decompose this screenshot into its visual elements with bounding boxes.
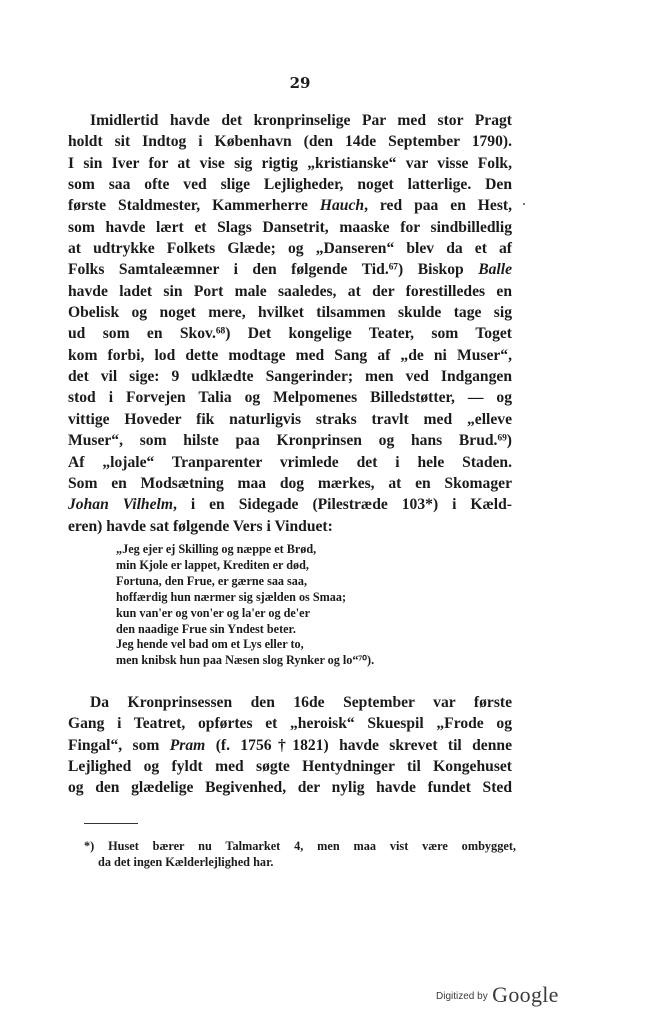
text-line: Imidlertid havde det kronprinselige Par med stor Pragt xyxy=(90,112,512,129)
digitized-watermark xyxy=(436,982,559,1008)
main-paragraph xyxy=(68,110,512,537)
text-line: første Staldmester, Kammerherre Hauch, red paa en Hest, xyxy=(68,197,513,215)
footnote-rule xyxy=(84,823,138,824)
text-line: Folks Samtaleæmner i den følgende Tid.⁶⁷) Biskop Balle xyxy=(68,261,512,279)
text-line: Muser“, som hilste paa Kronprinsen og hans Brud.⁶⁹) xyxy=(68,432,512,450)
verse-line: Jeg hende vel bad om et Lys eller to, xyxy=(116,637,304,652)
verse-line: men knibsk hun paa Næsen slog Rynker og lo“⁷⁰). xyxy=(116,653,375,668)
text-line: holdt sit Indtog i København (den 14de September 1790). xyxy=(68,133,512,151)
text-line: I sin Iver for at vise sig rigtig „kristianske“ var visse Folk, xyxy=(68,154,512,172)
text-line: som saa ofte ved slige Lejligheder, noget latterlige. Den xyxy=(68,176,512,194)
verse-block xyxy=(116,542,374,669)
text-line: ud som en Skov.⁶⁸) Det kongelige Teater, som Toget xyxy=(68,325,512,343)
verse-line: min Kjole er lappet, Krediten er død, xyxy=(116,557,309,572)
page-number: 29 xyxy=(289,74,311,92)
verse-line: „Jeg ejer ej Skilling og næppe et Brød, xyxy=(116,542,317,556)
text-line: Gang i Teatret, opførtes et „heroisk“ Skuespil „Frode og xyxy=(68,715,512,733)
footnote-line: *) Huset bærer nu Talmarket 4, men maa vist være ombygget, xyxy=(84,839,516,853)
text-line: eren) havde sat følgende Vers i Vinduet: xyxy=(68,517,333,535)
text-line: som havde lært et Slags Dansetrit, maaske for sindbilledlig xyxy=(68,218,512,236)
text-line: Lejlighed og fyldt med søgte Hentydninger til Kongehuset xyxy=(68,758,512,776)
verse-line: kun van'er og von'er og la'er og de'er xyxy=(116,605,310,620)
verse-line: Fortuna, den Frue, er gærne saa saa, xyxy=(116,573,308,588)
text-line: havde ladet sin Port male saaledes, at der forestilledes en xyxy=(68,282,512,300)
google-logo: Google xyxy=(492,982,559,1007)
text-line: det vil sige: 9 udklædte Sangerinder; men ved Indgangen xyxy=(68,368,512,386)
second-paragraph xyxy=(68,692,512,799)
text-line: Af „lojale“ Tranparenter vrimlede det i hele Staden. xyxy=(68,453,512,471)
footnote xyxy=(84,838,516,870)
verse-line: hoffærdig hun nærmer sig sjælden os Smaa; xyxy=(116,589,347,604)
footnote-line: da det ingen Kælderlejlighed har. xyxy=(98,855,274,869)
text-line: vittige Hoveder fik naturligvis straks travlt med „elleve xyxy=(68,410,512,428)
text-line: stod i Forvejen Talia og Melpomenes Billedstøtter, — og xyxy=(68,389,512,407)
text-line: Johan Vilhelm, i en Sidegade (Pilestræde 103*) i Kæld- xyxy=(68,496,512,514)
text-line: Da Kronprinsessen den 16de September var første xyxy=(90,694,512,711)
text-line: at udtrykke Folkets Glæde; og „Danseren“ blev da et af xyxy=(68,240,512,258)
text-line: kom forbi, lod dette modtage med Sang af „de ni Muser“, xyxy=(68,346,512,364)
text-line: Obelisk og noget mere, hvilket tilsammen skulde tage sig xyxy=(68,304,512,322)
scan-speck xyxy=(523,203,525,205)
text-line: Som en Modsætning maa dog mærkes, at en Skomager xyxy=(68,474,512,492)
verse-line: den naadige Frue sin Yndest beter. xyxy=(116,621,296,636)
text-line: og den glædelige Begivenhed, der nylig havde fundet Sted xyxy=(68,779,512,797)
text-line: Fingal“, som Pram (f. 1756†1821) havde skrevet til denne xyxy=(68,736,512,754)
watermark-prefix: Digitized by xyxy=(436,991,488,1002)
